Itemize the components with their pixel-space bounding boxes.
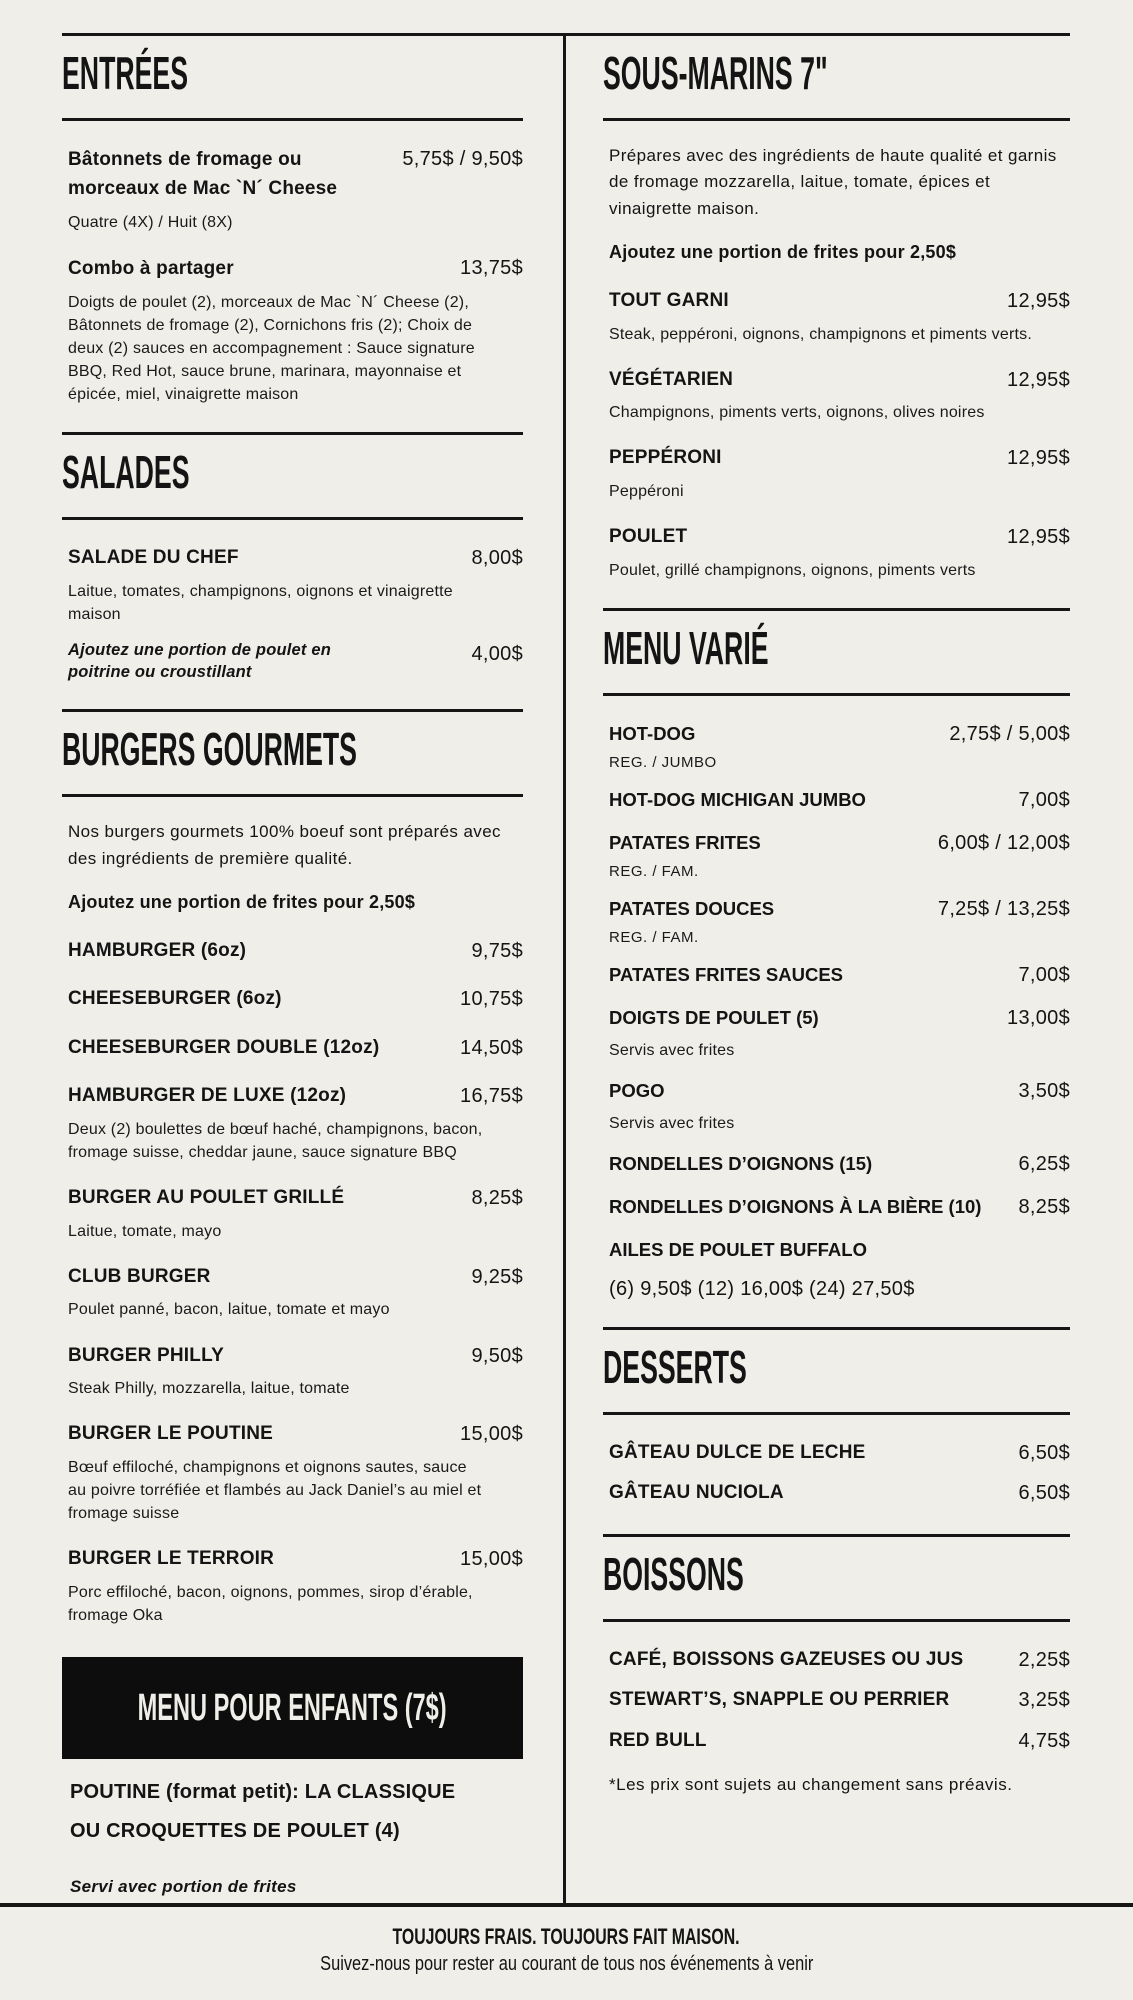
menu-item bbox=[68, 544, 523, 626]
item-name: HOT-DOG MICHIGAN JUMBO bbox=[609, 788, 866, 810]
menu-item bbox=[68, 1082, 523, 1164]
menu-item bbox=[68, 1342, 523, 1401]
rule-above-salades bbox=[62, 432, 523, 435]
menu-item bbox=[609, 1439, 1070, 1468]
section-burgers bbox=[62, 723, 523, 1627]
rule-above-menu-varie bbox=[603, 608, 1070, 611]
footer-follow-us-text: Suivez-nous pour rester au courant de tous nos événements à venir bbox=[319, 1953, 814, 1975]
item-name: BURGER LE POUTINE bbox=[68, 1423, 274, 1445]
item-description: Poulet panné, bacon, laitue, tomate et mayo bbox=[68, 1301, 390, 1319]
item-name: RONDELLES D’OIGNONS (15) bbox=[609, 1153, 873, 1175]
item-name: VÉGÉTARIEN bbox=[609, 368, 734, 390]
menu-item bbox=[609, 1150, 1070, 1178]
item-price: 15,00$ bbox=[460, 1548, 523, 1571]
item-price: 8,00$ bbox=[471, 547, 523, 570]
item-name: HAMBURGER (6oz) bbox=[68, 939, 247, 961]
item-price: 12,95$ bbox=[1007, 290, 1070, 313]
section-menu-varie bbox=[603, 621, 1070, 1301]
section-salades bbox=[62, 446, 523, 683]
rule-under-menu-varie bbox=[603, 693, 1070, 696]
item-description: Servis avec frites bbox=[609, 1114, 735, 1132]
item-name: PATATES FRITES SAUCES bbox=[609, 963, 844, 985]
footer bbox=[0, 1924, 1133, 1976]
menu-item bbox=[68, 1184, 523, 1243]
item-price: 12,95$ bbox=[1007, 368, 1070, 391]
item-description: Laitue, tomate, mayo bbox=[68, 1222, 222, 1240]
item-price: 4,75$ bbox=[1018, 1729, 1070, 1752]
item-name: CAFÉ, BOISSONS GAZEUSES OU JUS bbox=[609, 1648, 964, 1670]
section-title-entrees: ENTRÉES bbox=[62, 47, 189, 99]
item-price: 16,75$ bbox=[460, 1085, 523, 1108]
item-price: 12,95$ bbox=[1007, 447, 1070, 470]
bottom-border-line bbox=[0, 1903, 1133, 1907]
item-name: RED BULL bbox=[609, 1729, 707, 1751]
sous-marins-fries-upsell: Ajoutez une portion de frites pour 2,50$ bbox=[609, 242, 957, 263]
item-price: 12,95$ bbox=[1007, 526, 1070, 549]
menu-item bbox=[609, 1004, 1070, 1062]
section-title-desserts: DESSERTS bbox=[603, 1340, 747, 1393]
menu-item bbox=[609, 786, 1070, 814]
menu-item bbox=[68, 1034, 523, 1063]
burgers-intro: Nos burgers gourmets 100% boeuf sont préparés avec des ingrédients de première qualité. bbox=[68, 822, 501, 868]
item-price: 2,25$ bbox=[1018, 1648, 1070, 1671]
item-description: Steak, peppéroni, oignons, champignons et piments verts. bbox=[609, 325, 1032, 343]
menu-item bbox=[609, 287, 1070, 346]
item-name: BURGER AU POULET GRILLÉ bbox=[68, 1187, 345, 1209]
rule-under-boissons bbox=[603, 1619, 1070, 1622]
rule-under-entrees bbox=[62, 118, 523, 121]
section-title-menu-varie: MENU VARIÉ bbox=[603, 621, 769, 674]
section-desserts bbox=[603, 1340, 1070, 1508]
item-price: 10,75$ bbox=[460, 988, 523, 1011]
item-description: Deux (2) boulettes de bœuf haché, champignons, bacon, fromage suisse, cheddar jaune, sauce signature BBQ bbox=[68, 1120, 483, 1162]
item-name: POGO bbox=[609, 1079, 665, 1101]
item-price: 9,25$ bbox=[471, 1265, 523, 1288]
menu-item bbox=[68, 640, 523, 683]
item-price: 7,00$ bbox=[1018, 963, 1070, 986]
item-name: Bâtonnets de fromage ou morceaux de Mac `N´ Cheese bbox=[68, 149, 338, 200]
item-price: 14,50$ bbox=[460, 1036, 523, 1059]
burgers-fries-upsell: Ajoutez une portion de frites pour 2,50$ bbox=[68, 891, 416, 912]
section-sous-marins bbox=[603, 47, 1070, 582]
item-description: Laitue, tomates, champignons, oignons et vinaigrette maison bbox=[68, 582, 453, 624]
menu-item bbox=[68, 1420, 523, 1525]
item-size-options: REG. / JUMBO bbox=[609, 753, 717, 771]
rule-under-salades bbox=[62, 517, 523, 520]
item-price: 5,75$ / 9,50$ bbox=[402, 148, 523, 170]
menu-item bbox=[68, 1263, 523, 1322]
sous-marins-items bbox=[603, 287, 1070, 582]
item-name: Combo à partager bbox=[68, 258, 234, 280]
section-title-sous-marins: SOUS-MARINS 7" bbox=[603, 47, 828, 99]
item-name: AILES DE POULET BUFFALO bbox=[609, 1239, 867, 1261]
menu-item bbox=[609, 1077, 1070, 1135]
item-name: GÂTEAU NUCIOLA bbox=[609, 1482, 784, 1504]
salades-items bbox=[62, 544, 523, 683]
item-price: 13,75$ bbox=[460, 257, 523, 280]
item-tier-pricing: (6) 9,50$ (12) 16,00$ (24) 27,50$ bbox=[609, 1277, 915, 1300]
item-price: 7,25$ / 13,25$ bbox=[937, 897, 1070, 920]
menu-item bbox=[68, 145, 523, 234]
item-name: BURGER PHILLY bbox=[68, 1344, 225, 1366]
menu-item bbox=[609, 1727, 1070, 1756]
burgers-items bbox=[62, 937, 523, 1627]
price-change-disclaimer: *Les prix sont sujets au changement sans préavis. bbox=[609, 1775, 1013, 1795]
item-name: PEPPÉRONI bbox=[609, 447, 722, 469]
item-name: PATATES FRITES bbox=[609, 831, 761, 853]
rule-under-sous-marins bbox=[603, 118, 1070, 121]
item-name: STEWART’S, SNAPPLE OU PERRIER bbox=[609, 1689, 950, 1711]
menu-item bbox=[609, 961, 1070, 989]
item-name: Ajoutez une portion de poulet en poitrine ou croustillant bbox=[68, 641, 332, 681]
kids-menu-note: Servi avec portion de frites bbox=[70, 1877, 297, 1897]
section-entrees bbox=[62, 47, 523, 406]
menu-item bbox=[68, 937, 523, 966]
footer-follow-us bbox=[0, 1953, 1133, 1976]
item-description: Quatre (4X) / Huit (8X) bbox=[68, 213, 233, 231]
menu-item bbox=[68, 254, 523, 406]
section-title-salades: SALADES bbox=[62, 446, 190, 499]
item-name: DOIGTS DE POULET (5) bbox=[609, 1006, 819, 1028]
item-price: 6,00$ / 12,00$ bbox=[937, 831, 1070, 854]
item-description: Steak Philly, mozzarella, laitue, tomate bbox=[68, 1380, 350, 1398]
section-boissons bbox=[603, 1547, 1070, 1796]
item-name: CHEESEBURGER (6oz) bbox=[68, 988, 282, 1010]
item-size-options: REG. / FAM. bbox=[609, 862, 699, 880]
item-price: 9,75$ bbox=[471, 939, 523, 962]
item-description: Porc effiloché, bacon, oignons, pommes, sirop d’érable, fromage Oka bbox=[68, 1583, 473, 1625]
item-price: 15,00$ bbox=[460, 1423, 523, 1446]
item-description: Poulet, grillé champignons, oignons, piments verts bbox=[609, 561, 976, 579]
menu-item bbox=[609, 444, 1070, 503]
item-name: TOUT GARNI bbox=[609, 290, 729, 312]
item-name: SALADE DU CHEF bbox=[68, 547, 239, 569]
item-size-options: REG. / FAM. bbox=[609, 928, 699, 946]
section-title-burgers: BURGERS GOURMETS bbox=[62, 723, 357, 776]
section-title-boissons: BOISSONS bbox=[603, 1547, 744, 1600]
item-description: Peppéroni bbox=[609, 482, 684, 500]
rule-above-boissons bbox=[603, 1534, 1070, 1537]
center-divider-line bbox=[563, 36, 566, 1903]
menu-item bbox=[609, 1193, 1070, 1221]
menu-item bbox=[609, 1236, 1070, 1301]
item-price: 9,50$ bbox=[471, 1344, 523, 1367]
item-name: CLUB BURGER bbox=[68, 1265, 211, 1287]
rule-above-desserts bbox=[603, 1327, 1070, 1330]
rule-under-desserts bbox=[603, 1412, 1070, 1415]
item-name: BURGER LE TERROIR bbox=[68, 1548, 275, 1570]
footer-tagline bbox=[0, 1924, 1133, 1950]
menu-item bbox=[68, 985, 523, 1014]
menu-item bbox=[609, 720, 1070, 771]
item-price: 8,25$ bbox=[1018, 1196, 1070, 1219]
menu-item bbox=[609, 523, 1070, 582]
item-price: 6,50$ bbox=[1018, 1441, 1070, 1464]
item-name: HOT-DOG bbox=[609, 722, 696, 744]
item-description: Doigts de poulet (2), morceaux de Mac `N´ Cheese (2), Bâtonnets de fromage (2), Cornichons fris (2); Choix de deux (2) sauces en accompagnement : Sauce signature BBQ, Red Hot, sauce brune, marinara, mayonnaise et épicée, miel, vinaigrette maison bbox=[68, 293, 475, 404]
item-price: 6,25$ bbox=[1018, 1153, 1070, 1176]
item-description: Champignons, piments verts, oignons, olives noires bbox=[609, 404, 985, 422]
menu-item bbox=[68, 1545, 523, 1627]
item-description: Servis avec frites bbox=[609, 1041, 735, 1059]
menu-columns bbox=[62, 36, 1070, 1903]
right-column bbox=[603, 36, 1070, 1903]
item-price: 3,25$ bbox=[1018, 1689, 1070, 1712]
menu-item bbox=[609, 895, 1070, 946]
kids-menu-option-line1: POUTINE (format petit): LA CLASSIQUE bbox=[70, 1781, 456, 1804]
item-name: HAMBURGER DE LUXE (12oz) bbox=[68, 1085, 347, 1107]
item-name: POULET bbox=[609, 526, 688, 548]
item-name: PATATES DOUCES bbox=[609, 897, 775, 919]
item-price: 8,25$ bbox=[471, 1187, 523, 1210]
menu-item bbox=[609, 829, 1070, 880]
item-name: GÂTEAU DULCE DE LECHE bbox=[609, 1441, 866, 1463]
kids-menu-banner bbox=[62, 1657, 523, 1759]
menu-item bbox=[609, 1646, 1070, 1675]
menu-item bbox=[609, 366, 1070, 425]
item-name: RONDELLES D’OIGNONS À LA BIÈRE (10) bbox=[609, 1196, 982, 1218]
desserts-items bbox=[603, 1439, 1070, 1508]
left-column bbox=[62, 36, 523, 1903]
boissons-items bbox=[603, 1646, 1070, 1756]
item-price: 4,00$ bbox=[471, 643, 523, 666]
item-price: 7,00$ bbox=[1018, 788, 1070, 811]
footer-tagline-text: TOUJOURS FRAIS. TOUJOURS FAIT MAISON. bbox=[392, 1924, 741, 1949]
rule-under-burgers bbox=[62, 794, 523, 797]
kids-menu-option-line2: OU CROQUETTES DE POULET (4) bbox=[70, 1820, 400, 1843]
item-price: 2,75$ / 5,00$ bbox=[949, 722, 1070, 745]
entrees-items bbox=[62, 145, 523, 406]
menu-varie-items bbox=[603, 720, 1070, 1301]
item-name: CHEESEBURGER DOUBLE (12oz) bbox=[68, 1036, 380, 1058]
item-description: Bœuf effiloché, champignons et oignons sautes, sauce au poivre torréfiée et flambés au Jack Daniel’s au miel et fromage suisse bbox=[68, 1458, 482, 1523]
item-price: 13,00$ bbox=[1007, 1006, 1070, 1029]
item-price: 6,50$ bbox=[1018, 1482, 1070, 1505]
menu-item bbox=[609, 1479, 1070, 1508]
sous-marins-intro: Prépares avec des ingrédients de haute qualité et garnis de fromage mozzarella, laitue, tomate, épices et vinaigrette maison. bbox=[609, 146, 1057, 218]
item-price: 3,50$ bbox=[1018, 1079, 1070, 1102]
menu-item bbox=[609, 1686, 1070, 1715]
rule-above-burgers bbox=[62, 709, 523, 712]
kids-menu-banner-label: MENU POUR ENFANTS (7$) bbox=[138, 1686, 447, 1729]
